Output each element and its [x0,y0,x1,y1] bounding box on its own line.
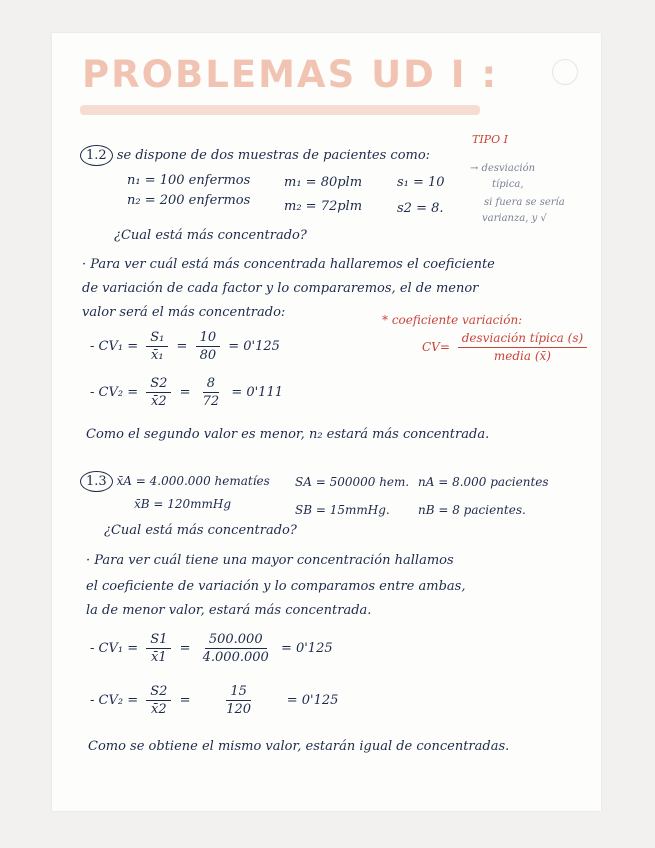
equals-sign: = [179,385,191,400]
problem-number-badge: 1.3 [80,471,113,492]
explanation-1-3-line-1: · Para ver cuál tiene una mayor concentración hallamos [86,553,454,568]
cv1-denominator-value: 80 [199,348,217,363]
explanation-1-2-line-2: de variación de cada factor y lo compararemos, el de menor [82,281,479,296]
side-note-2: típica, [492,179,524,190]
cv1-denominator: x̄₁ [151,348,164,363]
cv2-lhs: - CV₂ = [90,385,139,400]
conclusion-1-2: Como el segundo valor es menor, n₂ estará más concentrada. [86,427,490,442]
n2-value: n₂ = 200 enfermos [127,193,251,208]
cv2-numerator: S2 [146,683,171,701]
statement-text: se dispone de dos muestras de pacientes como: [116,148,431,163]
cv2-lhs: - CV₂ = [90,693,139,708]
explanation-1-2-line-1: · Para ver cuál está más concentrada hallaremos el coeficiente [82,257,495,272]
xb-value: x̄B = 120mmHg [134,497,232,511]
cv2-denominator: x̄2 [151,702,167,717]
cv1-numerator: S₁ [146,329,168,347]
cv2-fraction-numeric [199,375,224,410]
explanation-1-3-line-2: el coeficiente de variación y lo comparamos entre ambas, [86,579,466,594]
cv2-numerator: S2 [146,375,171,393]
equals-sign: = [176,339,188,354]
cv2-fraction-symbolic [146,375,171,410]
cv1-equation-1-2 [90,329,280,364]
formula-lhs: CV= [422,340,450,354]
watermark-stamp [552,59,578,85]
cv1-result: = 0'125 [228,339,280,354]
cv2-equation-1-3 [90,683,338,718]
notebook-page [52,33,601,811]
s1-value: s₁ = 10 [397,175,445,190]
s2-value: s2 = 8. [397,201,444,216]
equals-sign: = [179,693,191,708]
n1-value: n₁ = 100 enfermos [127,173,251,188]
cv1-equation-1-3 [90,631,333,666]
cv1-fraction-numeric [199,631,273,666]
explanation-1-3-line-3: la de menor valor, estará más concentrada. [86,603,372,618]
m1-value: m₁ = 80plm [284,175,363,190]
cv2-denominator-value: 72 [202,394,220,409]
sb-value: SB = 15mmHg. [295,503,390,517]
cv1-denominator-value: 4.000.000 [202,650,269,665]
cv1-lhs: - CV₁ = [90,641,139,656]
explanation-1-2-line-3: valor será el más concentrado: [82,305,286,320]
cv2-numerator-value: 8 [203,375,219,393]
equals-sign: = [179,641,191,656]
cv-formula [422,330,591,365]
question-1-3: ¿Cual está más concentrado? [104,523,297,538]
cv1-numerator-value: 10 [196,329,221,347]
cv1-denominator: x̄1 [151,650,167,665]
cv1-numerator-value: 500.000 [205,631,267,649]
cv1-fraction-numeric [196,329,221,364]
cv2-fraction-symbolic [146,683,171,718]
side-note-1: → desviación [470,163,536,174]
formula-denominator: media (x̄) [493,349,551,363]
na-value: nA = 8.000 pacientes [418,475,549,489]
cv2-fraction-numeric [199,683,279,718]
nb-value: nB = 8 pacientes. [418,503,526,517]
formula-numerator: desviación típica (s) [458,330,587,348]
title-highlight [80,105,480,115]
cv1-fraction-symbolic [146,329,168,364]
formula-title: * coeficiente variación: [382,313,523,327]
cv1-lhs: - CV₁ = [90,339,139,354]
page-title: PROBLEMAS UD I : [82,53,499,96]
side-note-3: si fuera se sería [484,197,565,208]
problem-number-badge: 1.2 [80,145,113,166]
side-note-4: varianza, y √ [482,213,547,224]
m2-value: m₂ = 72plm [284,199,363,214]
problem-1-3-data-row-1 [80,471,270,492]
cv2-denominator-value: 120 [226,702,252,717]
sa-value: SA = 500000 hem. [295,475,410,489]
formula-fraction [458,330,587,365]
cv1-result: = 0'125 [280,641,333,656]
cv2-numerator-value: 15 [226,683,251,701]
problem-1-2-statement [80,145,430,166]
cv2-result: = 0'111 [231,385,283,400]
cv1-fraction-symbolic [146,631,171,666]
cv1-numerator: S1 [146,631,171,649]
cv2-result: = 0'125 [286,693,339,708]
tipo-label: TIPO I [472,133,508,146]
conclusion-1-3: Como se obtiene el mismo valor, estarán igual de concentradas. [88,739,510,754]
xa-value: x̄A = 4.000.000 hematíes [116,474,270,488]
cv2-denominator: x̄2 [151,394,167,409]
cv2-equation-1-2 [90,375,283,410]
question-1-2: ¿Cual está más concentrado? [114,228,307,243]
